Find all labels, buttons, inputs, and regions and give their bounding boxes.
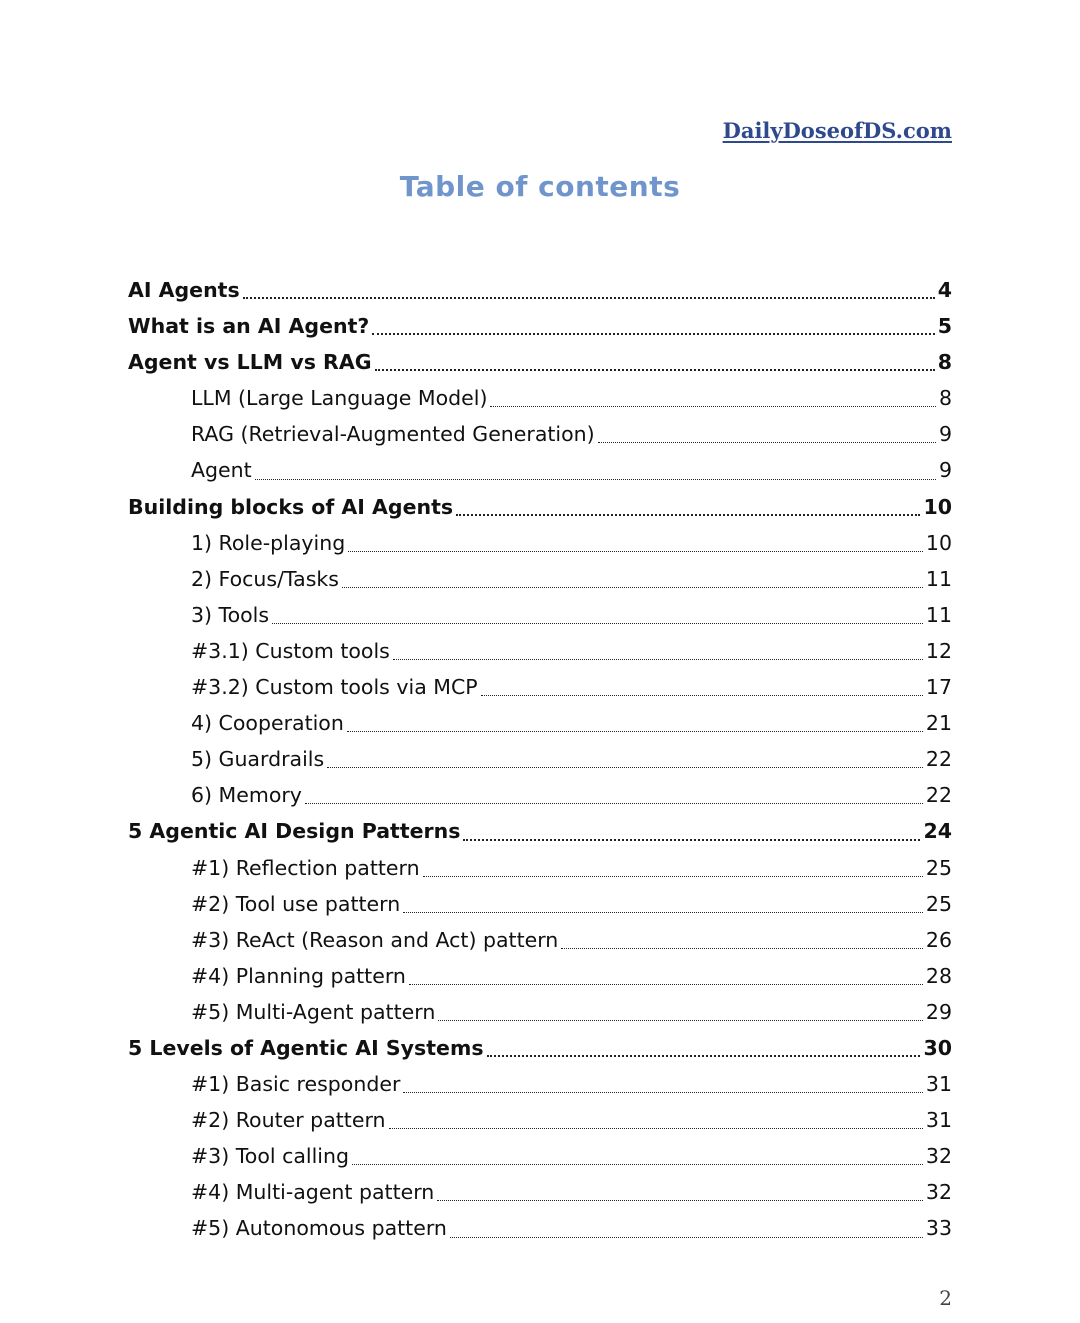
toc-dot-leader bbox=[375, 369, 935, 371]
toc-entry-page: 24 bbox=[923, 819, 952, 844]
toc-dot-leader bbox=[327, 767, 923, 768]
toc-entry-page: 8 bbox=[938, 386, 952, 411]
toc-entry-page: 25 bbox=[925, 855, 952, 880]
toc-dot-leader bbox=[598, 442, 936, 443]
toc-entry-page: 12 bbox=[925, 638, 952, 663]
toc-entry-label: What is an AI Agent? bbox=[128, 314, 370, 339]
toc-section-entry[interactable] bbox=[128, 813, 952, 849]
toc-entry-page: 30 bbox=[923, 1035, 952, 1060]
toc-section-entry[interactable] bbox=[128, 272, 952, 308]
toc-subsection-entry[interactable] bbox=[128, 705, 952, 741]
toc-section-entry[interactable] bbox=[128, 308, 952, 344]
table-of-contents bbox=[128, 272, 952, 1247]
toc-dot-leader bbox=[305, 803, 923, 804]
toc-entry-label: 5 Levels of Agentic AI Systems bbox=[128, 1035, 484, 1060]
toc-subsection-entry[interactable] bbox=[128, 994, 952, 1030]
toc-entry-label: Agent vs LLM vs RAG bbox=[128, 350, 372, 375]
toc-dot-leader bbox=[347, 731, 923, 732]
toc-subsection-entry[interactable] bbox=[128, 850, 952, 886]
toc-entry-page: 31 bbox=[925, 1108, 952, 1133]
toc-entry-page: 11 bbox=[925, 566, 952, 591]
toc-entry-label: RAG (Retrieval-Augmented Generation) bbox=[191, 422, 595, 447]
toc-entry-page: 9 bbox=[938, 422, 952, 447]
page-number: 2 bbox=[939, 1286, 952, 1310]
toc-entry-label: 1) Role-playing bbox=[191, 530, 346, 555]
toc-dot-leader bbox=[481, 695, 923, 696]
toc-subsection-entry[interactable] bbox=[128, 452, 952, 488]
toc-subsection-entry[interactable] bbox=[128, 416, 952, 452]
toc-dot-leader bbox=[272, 623, 923, 624]
toc-dot-leader bbox=[456, 514, 920, 516]
toc-dot-leader bbox=[352, 1164, 923, 1165]
toc-entry-label: 5) Guardrails bbox=[191, 747, 325, 772]
toc-dot-leader bbox=[490, 406, 935, 407]
toc-entry-label: #2) Tool use pattern bbox=[191, 891, 401, 916]
toc-dot-leader bbox=[423, 876, 923, 877]
toc-dot-leader bbox=[393, 659, 923, 660]
toc-dot-leader bbox=[561, 948, 923, 949]
toc-dot-leader bbox=[372, 333, 934, 335]
toc-section-entry[interactable] bbox=[128, 1030, 952, 1066]
toc-entry-label: #3.1) Custom tools bbox=[191, 638, 390, 663]
toc-subsection-entry[interactable] bbox=[128, 1138, 952, 1174]
toc-entry-page: 32 bbox=[925, 1180, 952, 1205]
toc-entry-label: #1) Basic responder bbox=[191, 1072, 401, 1097]
toc-entry-page: 8 bbox=[937, 350, 952, 375]
toc-entry-label: 5 Agentic AI Design Patterns bbox=[128, 819, 461, 844]
toc-subsection-entry[interactable] bbox=[128, 922, 952, 958]
toc-entry-page: 10 bbox=[925, 530, 952, 555]
toc-dot-leader bbox=[450, 1237, 923, 1238]
toc-subsection-entry[interactable] bbox=[128, 1102, 952, 1138]
toc-subsection-entry[interactable] bbox=[128, 380, 952, 416]
toc-entry-page: 22 bbox=[925, 783, 952, 808]
toc-entry-page: 25 bbox=[925, 891, 952, 916]
toc-section-entry[interactable] bbox=[128, 489, 952, 525]
toc-entry-label: 2) Focus/Tasks bbox=[191, 566, 339, 591]
toc-subsection-entry[interactable] bbox=[128, 597, 952, 633]
toc-entry-label: #4) Planning pattern bbox=[191, 963, 406, 988]
toc-subsection-entry[interactable] bbox=[128, 958, 952, 994]
toc-subsection-entry[interactable] bbox=[128, 525, 952, 561]
toc-dot-leader bbox=[255, 479, 936, 480]
toc-entry-page: 33 bbox=[925, 1216, 952, 1241]
toc-subsection-entry[interactable] bbox=[128, 561, 952, 597]
toc-entry-page: 32 bbox=[925, 1144, 952, 1169]
toc-dot-leader bbox=[409, 984, 923, 985]
toc-entry-label: AI Agents bbox=[128, 278, 240, 302]
toc-entry-label: #5) Autonomous pattern bbox=[191, 1216, 447, 1241]
toc-subsection-entry[interactable] bbox=[128, 1210, 952, 1246]
toc-dot-leader bbox=[342, 587, 923, 588]
toc-dot-leader bbox=[487, 1055, 921, 1057]
toc-entry-label: #3.2) Custom tools via MCP bbox=[191, 675, 478, 700]
toc-entry-page: 28 bbox=[925, 963, 952, 988]
toc-entry-label: #1) Reflection pattern bbox=[191, 855, 420, 880]
toc-entry-page: 31 bbox=[925, 1072, 952, 1097]
toc-section-entry[interactable] bbox=[128, 344, 952, 380]
toc-entry-page: 4 bbox=[937, 278, 952, 302]
toc-entry-label: #3) Tool calling bbox=[191, 1144, 349, 1169]
toc-subsection-entry[interactable] bbox=[128, 669, 952, 705]
toc-entry-label: LLM (Large Language Model) bbox=[191, 386, 488, 411]
site-link[interactable]: DailyDoseofDS.com bbox=[722, 118, 952, 143]
toc-dot-leader bbox=[403, 912, 923, 913]
toc-subsection-entry[interactable] bbox=[128, 1066, 952, 1102]
toc-subsection-entry[interactable] bbox=[128, 886, 952, 922]
toc-entry-page: 29 bbox=[925, 999, 952, 1024]
toc-entry-label: 6) Memory bbox=[191, 783, 302, 808]
toc-dot-leader bbox=[389, 1128, 923, 1129]
toc-dot-leader bbox=[438, 1020, 923, 1021]
toc-subsection-entry[interactable] bbox=[128, 777, 952, 813]
toc-dot-leader bbox=[348, 551, 923, 552]
toc-subsection-entry[interactable] bbox=[128, 741, 952, 777]
toc-entry-label: 3) Tools bbox=[191, 602, 270, 627]
toc-entry-page: 21 bbox=[925, 711, 952, 736]
page-title: Table of contents bbox=[399, 170, 681, 203]
toc-entry-page: 9 bbox=[938, 458, 952, 483]
toc-dot-leader bbox=[463, 839, 920, 841]
toc-entry-label: Agent bbox=[191, 458, 252, 483]
toc-entry-label: Building blocks of AI Agents bbox=[128, 494, 454, 519]
toc-entry-page: 26 bbox=[925, 927, 952, 952]
toc-entry-page: 5 bbox=[937, 314, 952, 339]
toc-entry-label: #2) Router pattern bbox=[191, 1108, 386, 1133]
toc-entry-page: 10 bbox=[923, 494, 952, 519]
toc-dot-leader bbox=[437, 1200, 923, 1201]
toc-entry-page: 22 bbox=[925, 747, 952, 772]
toc-entry-label: #4) Multi-agent pattern bbox=[191, 1180, 435, 1205]
toc-entry-page: 11 bbox=[925, 602, 952, 627]
toc-subsection-entry[interactable] bbox=[128, 633, 952, 669]
toc-entry-label: 4) Cooperation bbox=[191, 711, 344, 736]
toc-entry-label: #5) Multi-Agent pattern bbox=[191, 999, 436, 1024]
toc-subsection-entry[interactable] bbox=[128, 1174, 952, 1210]
toc-entry-page: 17 bbox=[925, 675, 952, 700]
toc-dot-leader bbox=[243, 297, 935, 299]
toc-entry-label: #3) ReAct (Reason and Act) pattern bbox=[191, 927, 559, 952]
toc-dot-leader bbox=[403, 1092, 923, 1093]
